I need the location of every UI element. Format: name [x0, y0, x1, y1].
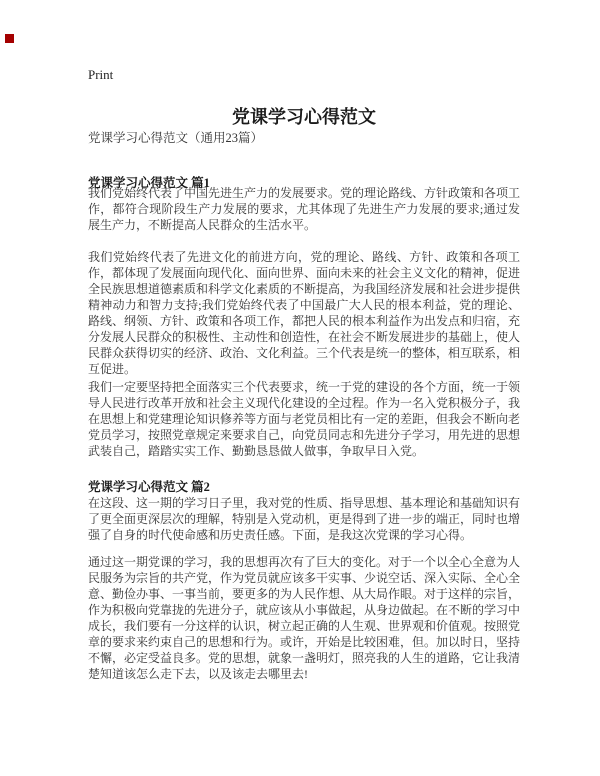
section-1-paragraph-2: 我们党始终代表了先进文化的前进方向，党的理论、路线、方针、政策和各项工作，都体现了发展面向现代化、面向世界、面向未来的社会主义文化的精神，促进全民族思想道德素质和科学文化素质的不断提高，为我国经济发展和社会进步提供精神动力和智力支持;我们党始终代表了中国最广大人民的根本利益，党的理论、路线、纲领、方针、政策和各项工作，都把人民的根本利益作为出发点和归宿，充分发展人民群众的积极性、主动性和创造性，在社会不断发展进步的基础上，使人民群众获得切实的经济、政治、文化利益。三个代表是统一的整体，相互联系，相互促进。: [88, 250, 521, 376]
document-subtitle: 党课学习心得范文（通用23篇）: [88, 131, 264, 145]
print-button[interactable]: Print: [88, 67, 114, 82]
section-2-paragraph-1: 在这段、这一期的学习日子里，我对党的性质、指导思想、基本理论和基础知识有了更全面更深层次的理解，特别是入党动机，更是得到了进一步的端正，同时也增强了自身的时代使命感和历史责任感。下面，是我这次党课的学习心得。: [88, 496, 521, 542]
page-title: 党课学习心得范文: [232, 107, 376, 128]
section-2-heading: 党课学习心得范文 篇2: [88, 479, 210, 494]
section-2-paragraph-2: 通过这一期党课的学习，我的思想再次有了巨大的变化。对于一个以全心全意为人民服务为宗旨的共产党，作为党员就应该多干实事、少说空话、深入实际、全心全意、勤俭办事、一事当前，要更多的为人民作想、从大局作眼。对于这样的宗旨，作为积极向党靠拢的先进分子，就应该从小事做起，从身边做起。在不断的学习中成长，我们要有一分这样的认识，树立起正确的人生观、世界观和价值观。按照党章的要求来约束自己的思想和行为。或许，开始是比较困难，但。加以时日，坚持不懈，必定受益良多。党的思想，就象一盏明灯，照亮我的人生的道路，它让我清楚知道该怎么走下去，以及该走去哪里去!: [88, 555, 521, 681]
section-1-paragraph-3: 我们一定要坚持把全面落实三个代表要求，统一于党的建设的各个方面，统一于领导人民进行改革开放和社会主义现代化建设的全过程。作为一名入党积极分子，我在思想上和党建理论知识修养等方面与老党员相比有一定的差距，但我会不断向老党员学习，按照党章规定来要求自己，向党员同志和先进分子学习，用先进的思想武装自己，踏踏实实工作、勤勤恳恳做人做事，争取早日入党。: [88, 380, 521, 458]
section-1-paragraph-1: 我们党始终代表了中国先进生产力的发展要求。党的理论路线、方针政策和各项工作，都符合现阶段生产力发展的要求，尤其体现了先进生产力发展的要求;通过发展生产力，不断提高人民群众的生活水平。: [88, 186, 521, 232]
section-1-heading: 党课学习心得范文 篇1: [88, 175, 210, 190]
click-indicator-icon: [5, 34, 14, 43]
